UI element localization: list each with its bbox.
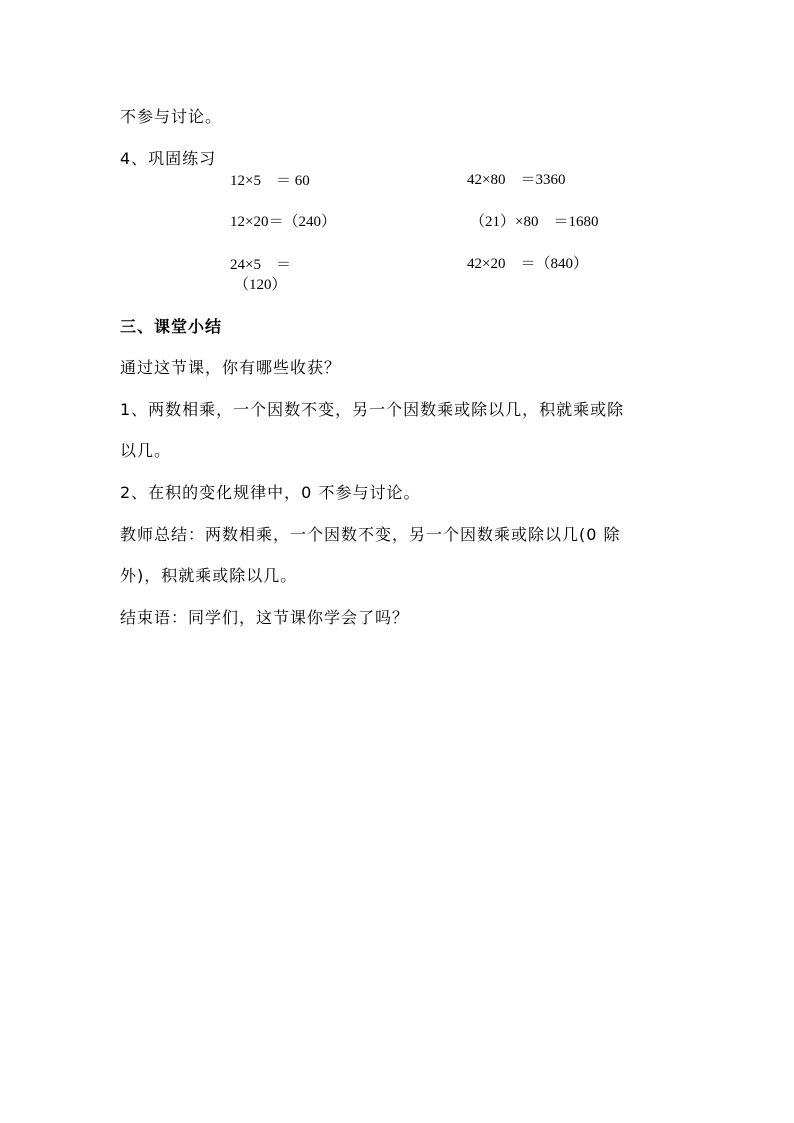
equation-right-2: （21）×80 ＝1680 <box>470 214 599 230</box>
equation-left-2: 12×20＝（240） <box>230 214 336 230</box>
equation-left-1: 12×5 ＝ 60 <box>230 173 310 189</box>
teacher-summary-line-1: 教师总结：两数相乘，一个因数不变，另一个因数乘或除以几(0 除 <box>120 525 621 544</box>
equation-right-1: 42×80 ＝3360 <box>467 172 566 188</box>
equation-right-3: 42×20 ＝（840） <box>467 256 588 272</box>
summary-point-1-line-1: 1、两数相乘，一个因数不变，另一个因数乘或除以几，积就乘或除 <box>120 400 625 419</box>
equation-left-3: 24×5 ＝ <box>230 257 291 273</box>
equation-left-3-answer: （120） <box>234 277 287 293</box>
summary-point-1-line-2: 以几。 <box>120 441 172 460</box>
summary-point-2: 2、在积的变化规律中，0 不参与讨论。 <box>120 483 421 502</box>
practice-heading: 4、巩固练习 <box>120 149 217 168</box>
continuation-text: 不参与讨论。 <box>120 107 223 126</box>
summary-heading: 三、课堂小结 <box>120 317 223 336</box>
closing-remark: 结束语：同学们，这节课你学会了吗？ <box>120 608 410 627</box>
teacher-summary-line-2: 外)，积就乘或除以几。 <box>120 566 298 585</box>
summary-question: 通过这节课，你有哪些收获？ <box>120 358 342 377</box>
